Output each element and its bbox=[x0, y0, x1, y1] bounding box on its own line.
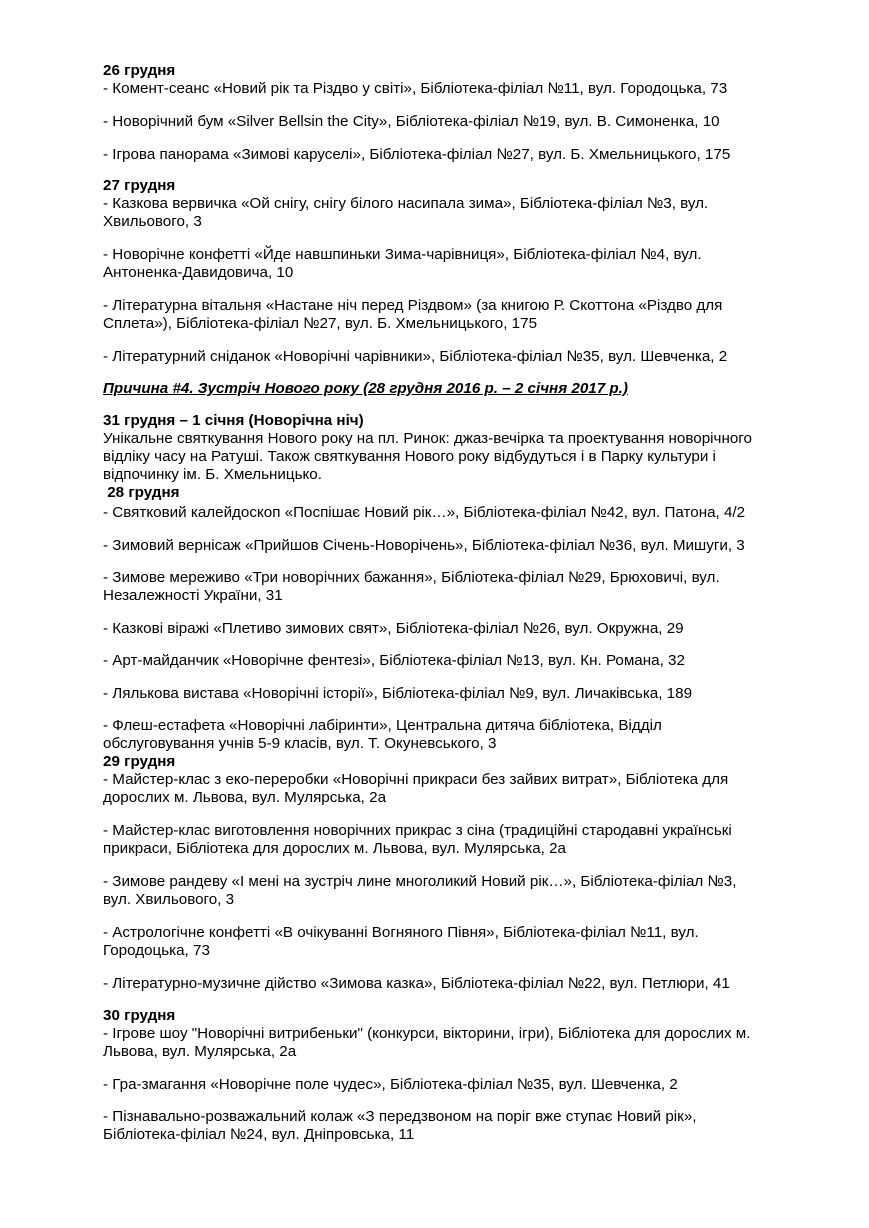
event-item-cont: обслуговування учнів 5-9 класів, вул. Т. Окуневського, 3 bbox=[103, 735, 497, 752]
date-heading-29: 29 грудня bbox=[103, 753, 176, 770]
event-item: - Майстер-клас з еко-переробки «Новорічні прикраси без зайвих витрат», Бібліотека для bbox=[103, 771, 729, 788]
date-heading-27: 27 грудня bbox=[103, 177, 176, 194]
event-item-cont: дорослих м. Львова, вул. Мулярська, 2а bbox=[103, 789, 387, 806]
event-item-cont: прикраси, Бібліотека для дорослих м. Львова, вул. Мулярська, 2а bbox=[103, 840, 566, 857]
event-item-cont: Незалежності України, 31 bbox=[103, 587, 283, 604]
paragraph-line: Унікальне святкування Нового року на пл. Ринок: джаз-вечірка та проектування новорічного bbox=[103, 430, 752, 447]
event-item: - Казкові віражі «Плетиво зимових свят», Бібліотека-філіал №26, вул. Окружна, 29 bbox=[103, 620, 684, 637]
event-item: - Казкова вервичка «Ой снігу, снігу білого насипала зима», Бібліотека-філіал №3, вул. bbox=[103, 195, 709, 212]
section-heading-cause-4: Причина #4. Зустріч Нового року (28 грудня 2016 р. – 2 січня 2017 р.) bbox=[103, 380, 628, 397]
event-item: - Зимове мереживо «Три новорічних бажання», Бібліотека-філіал №29, Брюховичі, вул. bbox=[103, 569, 720, 586]
event-item-cont: вул. Хвильового, 3 bbox=[103, 891, 235, 908]
event-item: - Літературна вітальня «Настане ніч перед Різдвом» (за книгою Р. Скоттона «Різдво для bbox=[103, 297, 723, 314]
event-item: - Новорічний бум «Silver Bellsin the City», Бібліотека-філіал №19, вул. В. Симоненка, 10 bbox=[103, 113, 720, 130]
event-item: - Зимовий вернісаж «Прийшов Січень-Новорічень», Бібліотека-філіал №36, вул. Мишуги, 3 bbox=[103, 537, 745, 554]
event-item-cont: Городоцька, 73 bbox=[103, 942, 210, 959]
event-item: - Гра-змагання «Новорічне поле чудес», Бібліотека-філіал №35, вул. Шевченка, 2 bbox=[103, 1076, 678, 1093]
date-heading-26: 26 грудня bbox=[103, 62, 176, 79]
event-item: - Зимове рандеву «І мені на зустріч лине многоликий Новий рік…», Бібліотека-філіал №3, bbox=[103, 873, 737, 890]
event-item: - Арт-майданчик «Новорічне фентезі», Бібліотека-філіал №13, вул. Кн. Романа, 32 bbox=[103, 652, 685, 669]
event-item-cont: Львова, вул. Мулярська, 2а bbox=[103, 1043, 297, 1060]
event-item: - Літературний сніданок «Новорічні чарівники», Бібліотека-філіал №35, вул. Шевченка, 2 bbox=[103, 348, 728, 365]
event-item: - Лялькова вистава «Новорічні історії», Бібліотека-філіал №9, вул. Личаківська, 189 bbox=[103, 685, 693, 702]
date-heading-nye: 31 грудня – 1 січня (Новорічна ніч) bbox=[103, 412, 364, 429]
event-item: - Майстер-клас виготовлення новорічних прикрас з сіна (традиційні стародавні українські bbox=[103, 822, 732, 839]
event-item: - Астрологічне конфетті «В очікуванні Вогняного Півня», Бібліотека-філіал №11, вул. bbox=[103, 924, 699, 941]
event-item: - Пізнавально-розважальний колаж «З передзвоном на поріг вже ступає Новий рік», bbox=[103, 1108, 697, 1125]
event-item: - Ігрова панорама «Зимові каруселі», Бібліотека-філіал №27, вул. Б. Хмельницького, 175 bbox=[103, 146, 731, 163]
event-item-cont: Бібліотека-філіал №24, вул. Дніпровська, 11 bbox=[103, 1126, 415, 1143]
paragraph-line: відліку часу на Ратуші. Також святкування Нового року відбудуться і в Парку культури і bbox=[103, 448, 716, 465]
paragraph-line: відпочинку ім. Б. Хмельницько. bbox=[103, 466, 322, 483]
event-item: - Святковий калейдоскоп «Поспішає Новий рік…», Бібліотека-філіал №42, вул. Патона, 4/2 bbox=[103, 504, 746, 521]
event-item: - Ігрове шоу "Новорічні витрибеньки" (конкурси, вікторини, ігри), Бібліотека для дорослих м. bbox=[103, 1025, 751, 1042]
event-item: - Літературно-музичне дійство «Зимова казка», Бібліотека-філіал №22, вул. Петлюри, 41 bbox=[103, 975, 730, 992]
event-item-cont: Хвильового, 3 bbox=[103, 213, 202, 230]
event-item-cont: Антоненка-Давидовича, 10 bbox=[103, 264, 294, 281]
event-item: - Флеш-естафета «Новорічні лабіринти», Центральна дитяча бібліотека, Відділ bbox=[103, 717, 662, 734]
date-heading-30: 30 грудня bbox=[103, 1007, 176, 1024]
event-item-cont: Сплета»), Бібліотека-філіал №27, вул. Б. Хмельницького, 175 bbox=[103, 315, 538, 332]
event-item: - Новорічне конфетті «Йде навшпиньки Зима-чарівниця», Бібліотека-філіал №4, вул. bbox=[103, 246, 702, 263]
date-heading-28: 28 грудня bbox=[103, 484, 180, 501]
event-item: - Комент-сеанс «Новий рік та Різдво у світі», Бібліотека-філіал №11, вул. Городоцька, 73 bbox=[103, 80, 728, 97]
